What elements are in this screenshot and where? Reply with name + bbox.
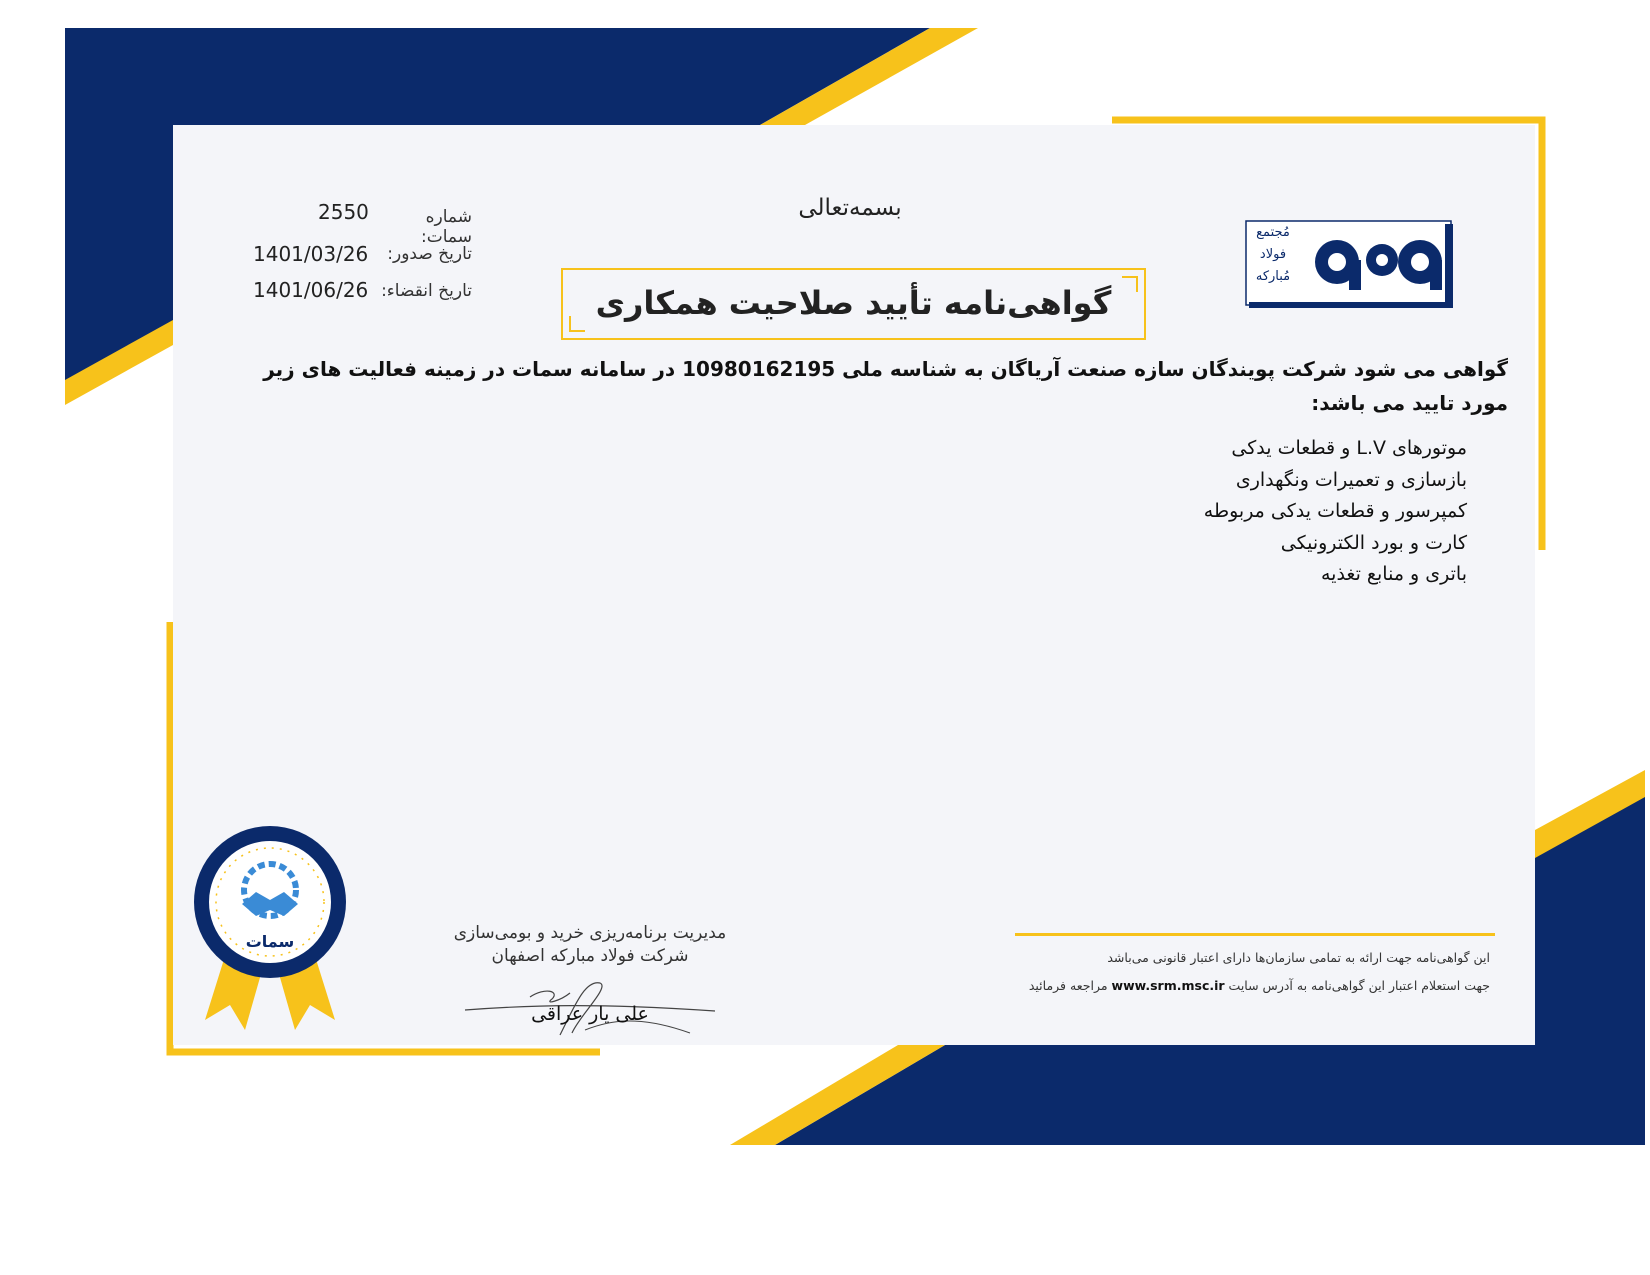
footer-verify-before: جهت استعلام اعتبار این گواهی‌نامه به آدرس سایت xyxy=(1228,978,1490,993)
logo-wordmark xyxy=(1250,222,1296,288)
logo-line: مُجتمع xyxy=(1256,225,1290,240)
activity-list xyxy=(1050,433,1467,591)
footer-divider xyxy=(1015,933,1495,936)
signer-name: علی یار عراقی xyxy=(531,1003,649,1025)
number-value: 2550 xyxy=(318,200,369,224)
samat-seal-icon xyxy=(190,820,350,1040)
issue-date-value: 1401/03/26 xyxy=(253,242,369,266)
signatory-department: مدیریت برنامه‌ریزی خرید و بومی‌سازی xyxy=(453,923,727,943)
certificate-title: گواهی‌نامه تأیید صلاحیت همکاری xyxy=(595,284,1112,322)
issue-date-label: تاریخ صدور: xyxy=(387,244,472,264)
footer-verify-note xyxy=(980,978,1490,993)
activity-item: موتورهای L.V و قطعات یدکی xyxy=(1231,437,1467,459)
expiry-date-value: 1401/06/26 xyxy=(253,278,369,302)
logo-line: مُبارکه xyxy=(1255,269,1291,284)
signature-block xyxy=(430,922,750,968)
activity-item: باتری و منابع تغذیه xyxy=(1320,563,1467,585)
expiry-date-label: تاریخ انقضاء: xyxy=(381,281,472,301)
title-frame xyxy=(561,268,1146,340)
number-label: شماره سمات: xyxy=(421,207,472,247)
activity-item: کارت و بورد الکترونیکی xyxy=(1280,531,1467,554)
certificate-statement: گواهی می شود شرکت پویندگان سازه صنعت آریاگان به شناسه ملی 10980162195 در سامانه سمات در زمینه فعالیت های زیر مورد تایید می باشد: xyxy=(263,357,1508,415)
activity-item: کمپرسور و قطعات یدکی مربوطه xyxy=(1203,500,1467,522)
footer-legal-note: این گواهی‌نامه جهت ارائه به تمامی سازمان‌ها دارای اعتبار قانونی می‌باشد xyxy=(1107,950,1490,965)
verification-url-link[interactable]: www.srm.msc.ir xyxy=(1111,978,1225,993)
logo-line: فولاد xyxy=(1259,247,1287,262)
activity-item: بازسازی و تعمیرات ونگهداری xyxy=(1235,468,1467,491)
seal-label: سمات xyxy=(245,932,295,951)
signatory-company: شرکت فولاد مبارکه اصفهان xyxy=(491,946,689,966)
footer-verify-after: مراجعه فرمائید xyxy=(1028,978,1108,993)
bismillah-heading: بسمه‌تعالی xyxy=(798,195,902,221)
